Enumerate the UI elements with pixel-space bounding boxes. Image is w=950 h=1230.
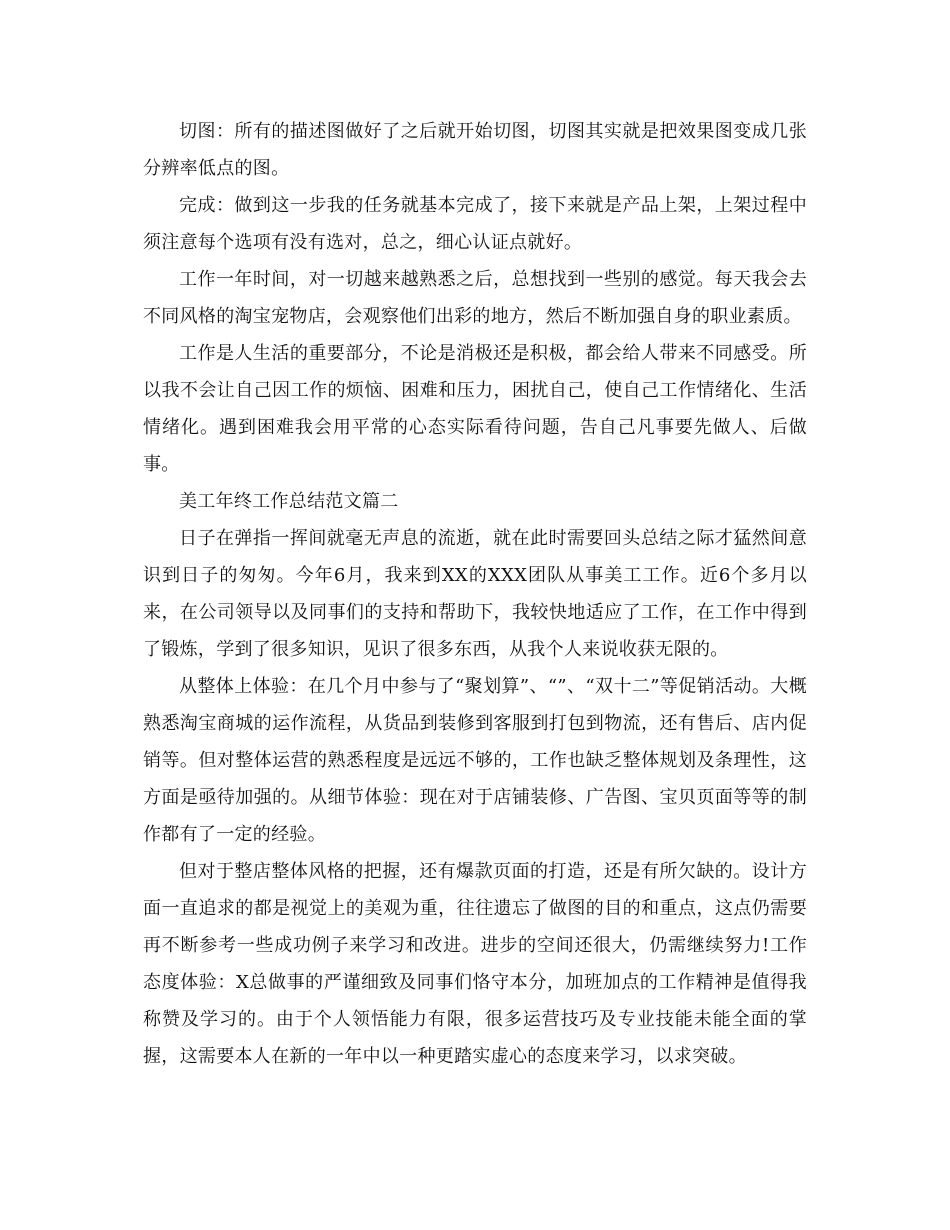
document-body — [143, 113, 807, 1075]
paragraph-style-grasp: 但对于整店整体风格的把握，还有爆款页面的打造，还是有所欠缺的。设计方面一直追求的都是视觉上的美观为重，往往遗忘了做图的目的和重点，这点仍需要再不断参考一些成功例子来学习和改进。进步的空间还很大，仍需继续努力!工作态度体验：X总做事的严谨细致及同事们恪守本分，加班加点的工作精神是值得我称赞及学习的。由于个人领悟能力有限，很多运营技巧及专业技能未能全面的掌握，这需要本人在新的一年中以一种更踏实虚心的态度来学习，以求突破。 — [143, 861, 807, 1067]
paragraph-one-year: 工作一年时间，对一切越来越熟悉之后，总想找到一些别的感觉。每天我会去不同风格的淘宝宠物店，会观察他们出彩的地方，然后不断加强自身的职业素质。 — [143, 269, 807, 327]
paragraph-cutting: 切图：所有的描述图做好了之后就开始切图，切图其实就是把效果图变成几张分辨率低点的图。 — [143, 121, 807, 179]
paragraph-work-life: 工作是人生活的重要部分，不论是消极还是积极，都会给人带来不同感受。所以我不会让自己因工作的烦恼、困难和压力，困扰自己，使自己工作情绪化、生活情绪化。遇到困难我会用平常的心态实际看待问题，告自己凡事要先做人、后做事。 — [143, 343, 807, 475]
section-title: 美工年终工作总结范文篇二 — [179, 491, 399, 512]
paragraph-completion: 完成：做到这一步我的任务就基本完成了，接下来就是产品上架，上架过程中须注意每个选项有没有选对，总之，细心认证点就好。 — [143, 195, 807, 253]
paragraph-days-pass: 日子在弹指一挥间就毫无声息的流逝，就在此时需要回头总结之际才猛然间意识到日子的匆匆。今年6月，我来到XX的XXX团队从事美工工作。近6个多月以来，在公司领导以及同事们的支持和帮助下，我较快地适应了工作，在工作中得到了锻炼，学到了很多知识，见识了很多东西，从我个人来说收获无限的。 — [143, 528, 807, 660]
paragraph-overall-experience: 从整体上体验：在几个月中参与了“聚划算”、“”、“双十二”等促销活动。大概熟悉淘宝商城的运作流程，从货品到装修到客服到打包到物流，还有售后、店内促销等。但对整体运营的熟悉程度是远远不够的，工作也缺乏整体规划及条理性，这方面是亟待加强的。从细节体验：现在对于店铺装修、广告图、宝贝页面等等的制作都有了一定的经验。 — [143, 676, 807, 845]
